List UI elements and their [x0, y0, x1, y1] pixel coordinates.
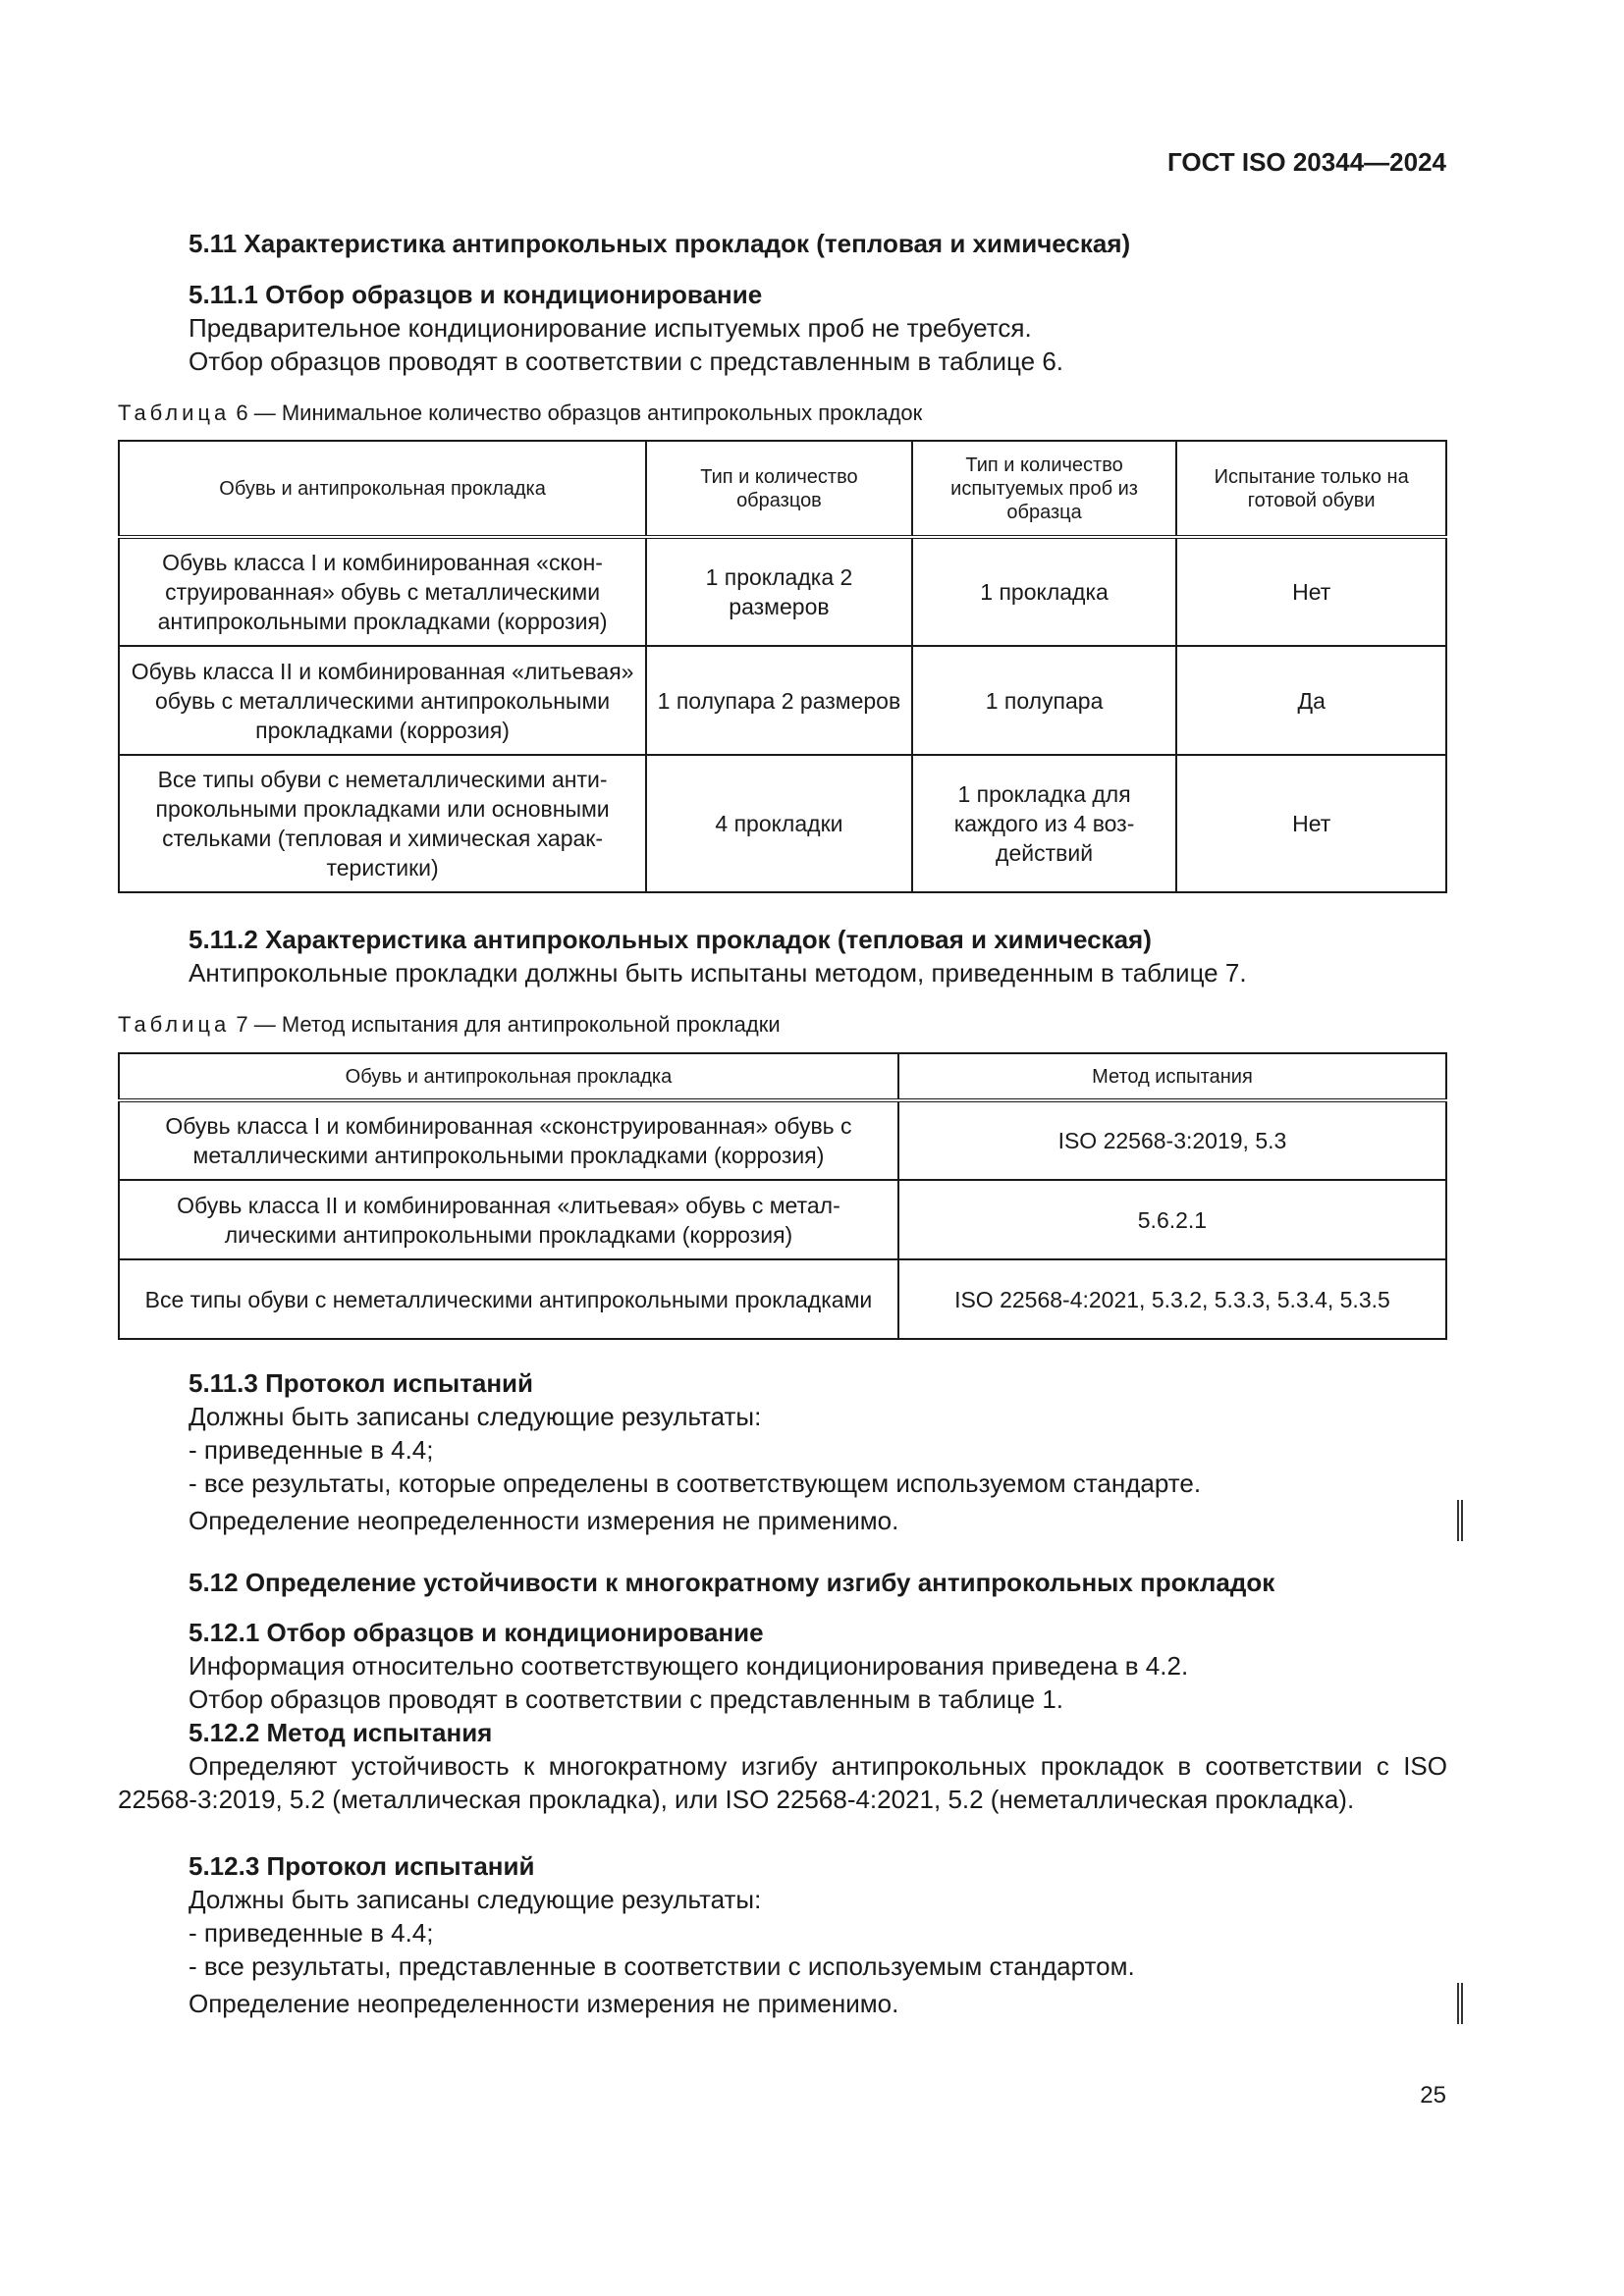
table-7	[118, 1052, 1447, 1340]
section-5-12-title: 5.12 Определение устойчивости к многократному изгибу антипрокольных прокладок	[189, 1568, 1275, 1597]
paragraph: Информация относительно соответствующего кондиционирования приведена в 4.2.	[189, 1651, 1189, 1681]
table-cell: ISO 22568-4:2021, 5.3.2, 5.3.3, 5.3.4, 5.3.5	[898, 1259, 1446, 1339]
header-cell: Тип и количество испытуемых проб из образца	[912, 441, 1177, 537]
table-cell: Обувь класса I и комбинированная «сконструированная» обувь с металлическими антипрокольными прокладками (коррозия)	[119, 1100, 898, 1180]
section-5-12-2-title: 5.12.2 Метод испытания	[189, 1718, 493, 1747]
table-cell: 1 прокладка	[912, 537, 1177, 646]
table-7-caption	[118, 1012, 781, 1038]
table-row	[119, 537, 1446, 646]
paragraph: Должны быть записаны следующие результаты:	[189, 1402, 762, 1431]
section-5-11-title: 5.11 Характеристика антипрокольных прокладок (тепловая и химическая)	[189, 229, 1131, 258]
section-5-11-3-title: 5.11.3 Протокол испытаний	[189, 1368, 534, 1398]
table-cell: 1 полупара 2 размеров	[646, 646, 912, 755]
table-row	[119, 1100, 1446, 1180]
list-item: - приведенные в 4.4;	[189, 1435, 434, 1465]
header-cell: Метод испытания	[898, 1053, 1446, 1100]
page-number: 25	[1420, 2082, 1446, 2109]
header-cell: Обувь и антипрокольная прокладка	[119, 441, 646, 537]
list-item: - все результаты, представленные в соответствии с используемым стандартом.	[189, 1951, 1135, 1981]
caption-text: 6 — Минимальное количество образцов антипрокольных прокладок	[230, 400, 923, 425]
table-cell: Обувь класса I и комбинированная «сконструированная» обувь с металлическими антипрокольными прокладками (коррозия)	[119, 537, 646, 646]
paragraph: Должны быть записаны следующие результаты:	[189, 1885, 762, 1914]
list-item: - приведенные в 4.4;	[189, 1918, 434, 1948]
table-header-row	[119, 1053, 1446, 1100]
table-6	[118, 440, 1447, 893]
section-5-12-3-title: 5.12.3 Протокол испытаний	[189, 1851, 535, 1881]
paragraph: Определение неопределенности измерения не применимо.	[189, 1989, 899, 2018]
table-cell: Обувь класса II и комбинированная «литьевая» обувь с металлическими антипрокольными прокладками (коррозия)	[119, 1180, 898, 1259]
table-cell: 1 прокладка 2 размеров	[646, 537, 912, 646]
paragraph: Отбор образцов проводят в соответствии с представленным в таблице 1.	[189, 1684, 1064, 1714]
paragraph: Предварительное кондиционирование испытуемых проб не требуется.	[189, 313, 1032, 343]
header-cell: Обувь и антипрокольная прокладка	[119, 1053, 898, 1100]
table-row	[119, 1259, 1446, 1339]
section-5-12-1-title: 5.12.1 Отбор образцов и кондиционирование	[189, 1618, 764, 1647]
table-cell: Все типы обуви с неметаллическими антипрокольными прокладками или основными стельками (тепловая и химическая характеристики)	[119, 755, 646, 892]
table-cell: 5.6.2.1	[898, 1180, 1446, 1259]
table-cell: Нет	[1176, 537, 1446, 646]
table-cell: ISO 22568-3:2019, 5.3	[898, 1100, 1446, 1180]
document-id: ГОСТ ISO 20344—2024	[1166, 147, 1446, 177]
table-row	[119, 755, 1446, 892]
list-item: - все результаты, которые определены в соответствующем используемом стандарте.	[189, 1468, 1202, 1498]
change-bar	[1457, 1500, 1463, 1541]
header-cell: Тип и количество образцов	[646, 441, 912, 537]
table-cell: 4 прокладки	[646, 755, 912, 892]
table-6-caption	[118, 400, 922, 426]
caption-text: 7 — Метод испытания для антипрокольной прокладки	[230, 1012, 781, 1037]
table-cell: Нет	[1176, 755, 1446, 892]
table-cell: 1 прокладка для каждого из 4 воздействий	[912, 755, 1177, 892]
section-5-11-2-title: 5.11.2 Характеристика антипрокольных прокладок (тепловая и химическая)	[189, 925, 1152, 954]
change-bar	[1457, 1983, 1463, 2024]
paragraph: Антипрокольные прокладки должны быть испытаны методом, приведенным в таблице 7.	[189, 958, 1247, 988]
table-row	[119, 646, 1446, 755]
paragraph: Определение неопределенности измерения не применимо.	[189, 1506, 899, 1535]
table-cell: Обувь класса II и комбинированная «литьевая» обувь с металлическими антипрокольными прокладками (коррозия)	[119, 646, 646, 755]
paragraph	[118, 1749, 1447, 1816]
section-5-11-1-title: 5.11.1 Отбор образцов и кондиционирование	[189, 280, 763, 309]
table-row	[119, 1180, 1446, 1259]
table-cell: Все типы обуви с неметаллическими антипрокольными прокладками	[119, 1259, 898, 1339]
paragraph-text: Определяют устойчивость к многократному изгибу антипрокольных прокладок в соответствии с ISO 22568-3:2019, 5.2 (металлическая прокладка), или ISO 22568-4:2021, 5.2 (неметаллическая прокладка).	[118, 1751, 1447, 1814]
paragraph: Отбор образцов проводят в соответствии с представленным в таблице 6.	[189, 347, 1064, 376]
table-cell: Да	[1176, 646, 1446, 755]
table-cell: 1 полупара	[912, 646, 1177, 755]
caption-word: Таблица	[118, 1012, 231, 1037]
caption-word: Таблица	[118, 400, 231, 425]
header-cell: Испытание только на готовой обуви	[1176, 441, 1446, 537]
table-header-row	[119, 441, 1446, 537]
